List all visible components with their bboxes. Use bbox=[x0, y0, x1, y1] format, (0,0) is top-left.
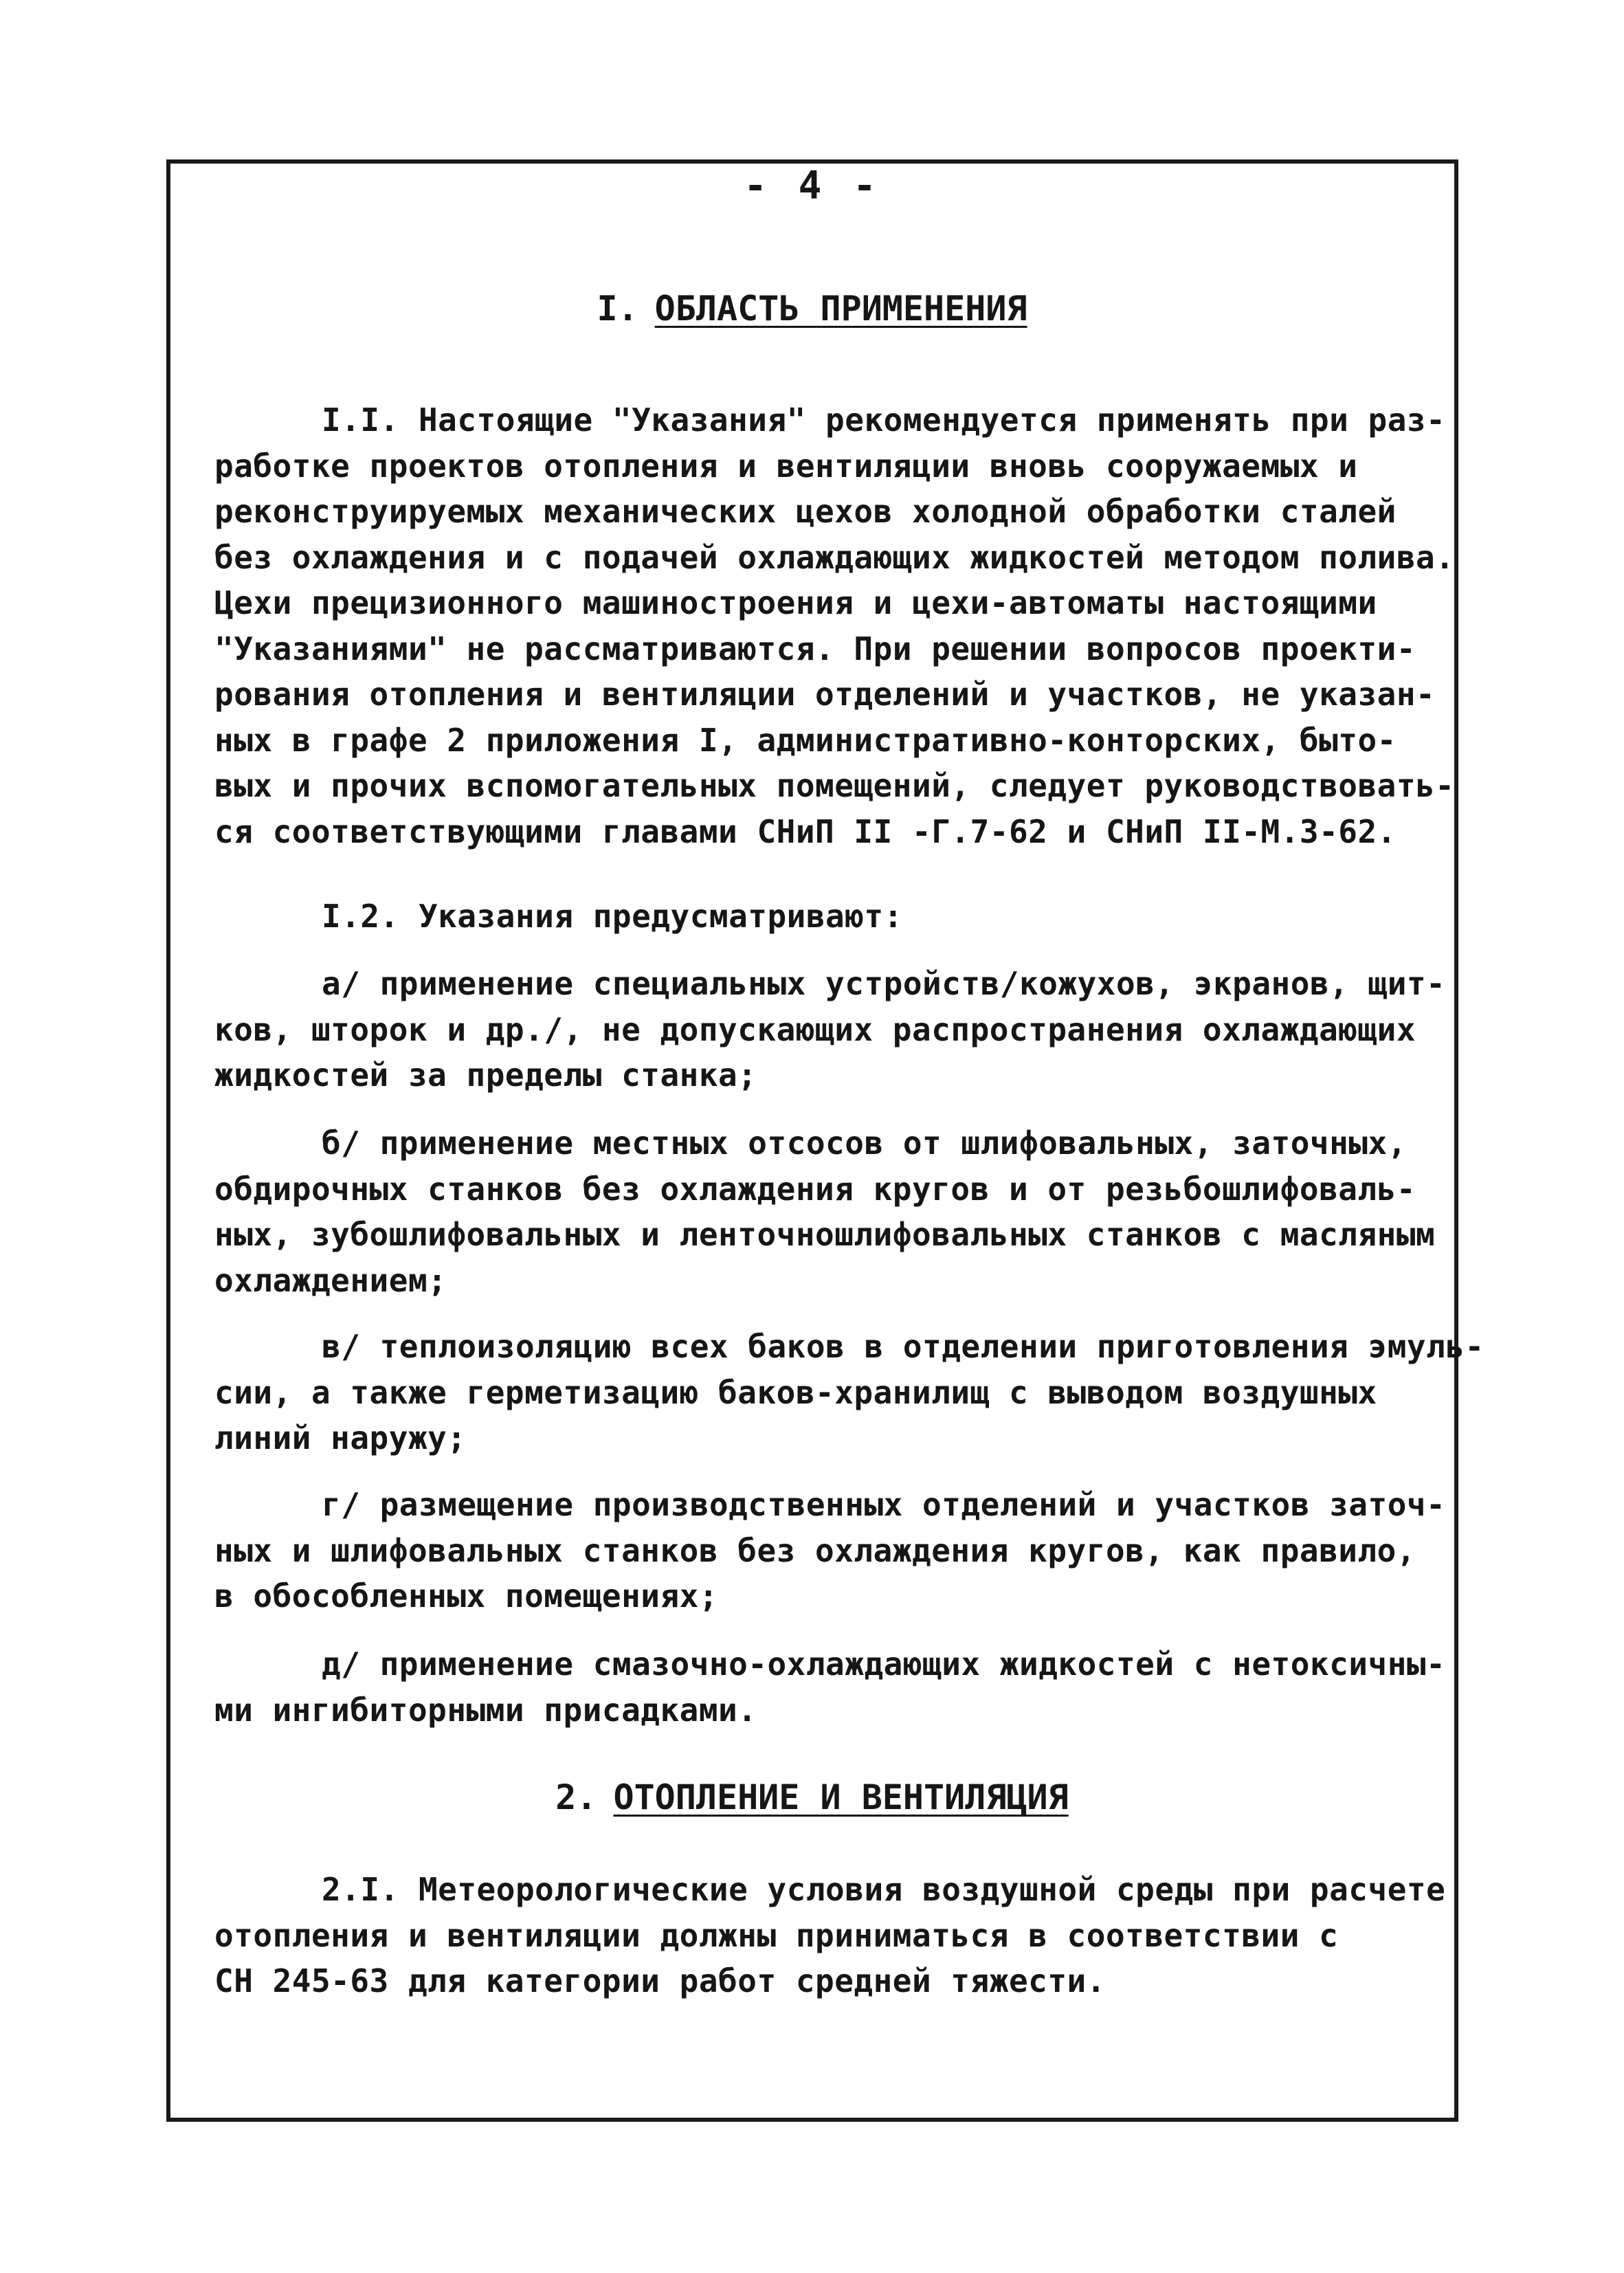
paragraph-line: сии, а также герметизацию баков-хранилищ с выводом воздушных bbox=[214, 1373, 1377, 1411]
list-item-v bbox=[214, 1324, 1484, 1461]
paragraph-line: ных, зубошлифовальных и ленточношлифовальных станков с масляным bbox=[214, 1216, 1436, 1253]
paragraph-line: линий наружу; bbox=[214, 1419, 467, 1456]
paragraph-line: б/ применение местных отсосов от шлифовальных, заточных, bbox=[322, 1124, 1407, 1162]
paragraph-line: в обособленных помещениях; bbox=[214, 1577, 719, 1615]
paragraph-line: ми ингибиторными присадками. bbox=[214, 1691, 757, 1729]
section-2-number: 2. bbox=[555, 1777, 597, 1817]
paragraph-line: ных и шлифовальных станков без охлаждения кругов, как правило, bbox=[214, 1531, 1416, 1569]
section-1-heading bbox=[0, 289, 1624, 329]
list-item-b bbox=[214, 1120, 1451, 1303]
paragraph-line: I.2. Указания предусматривают: bbox=[322, 898, 903, 935]
paragraph-line: а/ применение специальных устройств/кожухов, экранов, щит- bbox=[322, 965, 1446, 1002]
paragraph-line: "Указаниями" не рассматриваются. При решении вопросов проекти- bbox=[214, 630, 1416, 667]
paragraph-line: реконструируемых механических цехов холодной обработки сталей bbox=[214, 493, 1397, 530]
paragraph-line: Цехи прецизионного машиностроения и цехи-автоматы настоящими bbox=[214, 584, 1377, 621]
section-1-number: I. bbox=[597, 289, 638, 329]
paragraph-line: работке проектов отопления и вентиляции вновь сооружаемых и bbox=[214, 447, 1358, 485]
paragraph-line: д/ применение смазочно-охлаждающих жидкостей с нетоксичны- bbox=[322, 1645, 1446, 1683]
list-item-a bbox=[214, 961, 1451, 1098]
section-2-heading bbox=[0, 1777, 1624, 1817]
paragraph-line: ся соответствующими главами СНиП II -Г.7-62 и СНиП II-М.3-62. bbox=[214, 812, 1397, 850]
paragraph-line: отопления и вентиляции должны приниматься в соответствии с bbox=[214, 1916, 1339, 1954]
list-item-d bbox=[214, 1641, 1451, 1733]
page-number: - 4 - bbox=[744, 164, 880, 208]
paragraph-line: вых и прочих вспомогательных помещений, следует руководствовать- bbox=[214, 767, 1455, 804]
paragraph-line: охлаждением; bbox=[214, 1261, 447, 1299]
list-item-g bbox=[214, 1482, 1451, 1619]
section-2-title: ОТОПЛЕНИЕ И ВЕНТИЛЯЦИЯ bbox=[613, 1777, 1069, 1817]
paragraph-line: 2.I. Метеорологические условия воздушной среды при расчете bbox=[322, 1871, 1446, 1908]
paragraph-line: I.I. Настоящие "Указания" рекомендуется применять при раз- bbox=[322, 401, 1446, 439]
section-1-title: ОБЛАСТЬ ПРИМЕНЕНИЯ bbox=[654, 289, 1027, 329]
paragraph-1-1 bbox=[214, 397, 1455, 854]
paragraph-2-1 bbox=[214, 1867, 1451, 2004]
paragraph-line: в/ теплоизоляцию всех баков в отделении приготовления эмуль- bbox=[322, 1328, 1484, 1365]
paragraph-line: г/ размещение производственных отделений и участков заточ- bbox=[322, 1486, 1446, 1523]
paragraph-line: без охлаждения и с подачей охлаждающих жидкостей методом полива. bbox=[214, 538, 1455, 576]
paragraph-1-2 bbox=[214, 894, 1451, 940]
paragraph-line: жидкостей за пределы станка; bbox=[214, 1056, 757, 1094]
paragraph-line: ных в графе 2 приложения I, административно-конторских, быто- bbox=[214, 721, 1397, 759]
paragraph-line: СН 245-63 для категории работ средней тяжести. bbox=[214, 1962, 1106, 1999]
paragraph-line: рования отопления и вентиляции отделений и участков, не указан- bbox=[214, 676, 1436, 713]
paragraph-line: обдирочных станков без охлаждения кругов и от резьбошлифоваль- bbox=[214, 1170, 1416, 1208]
paragraph-line: ков, шторок и др./, не допускающих распространения охлаждающих bbox=[214, 1010, 1416, 1048]
